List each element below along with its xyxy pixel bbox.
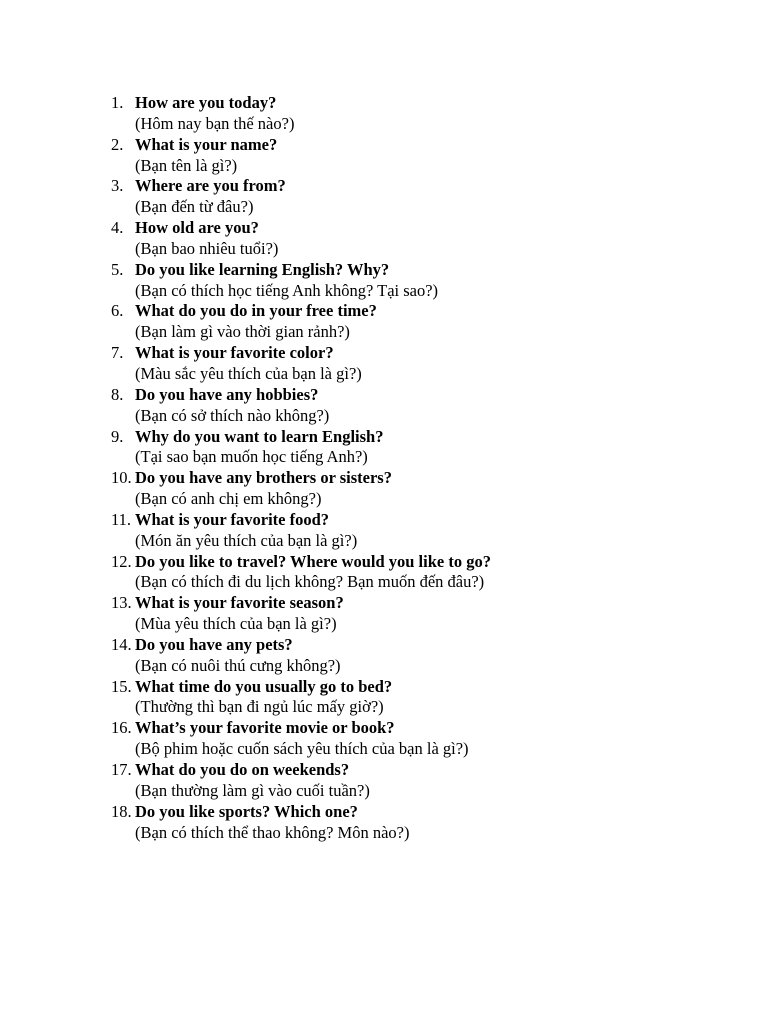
question-text: What is your favorite season? xyxy=(135,593,344,613)
item-number: 10. xyxy=(111,468,132,488)
question-text: What do you do in your free time? xyxy=(135,301,377,321)
list-item xyxy=(111,510,491,552)
item-number: 17. xyxy=(111,760,132,779)
list-item xyxy=(111,218,491,260)
list-item xyxy=(111,343,491,385)
item-number: 4. xyxy=(111,218,124,238)
question-text: How are you today? xyxy=(135,93,277,112)
list-item xyxy=(111,135,491,177)
question-text: What is your favorite color? xyxy=(135,343,334,363)
item-number: 7. xyxy=(111,343,124,363)
question-text: What’s your favorite movie or book? xyxy=(135,718,395,738)
question-text: How old are you? xyxy=(135,218,259,238)
item-number: 6. xyxy=(111,301,124,321)
translation-text: (Hôm nay bạn thế nào?) xyxy=(135,113,295,133)
translation-text: (Bạn có sở thích nào không?) xyxy=(135,405,330,425)
item-number: 8. xyxy=(111,384,124,404)
question-text: Do you have any brothers or sisters? xyxy=(135,468,392,488)
question-text: Why do you want to learn English? xyxy=(135,426,384,446)
translation-text: (Thường thì bạn đi ngủ lúc mấy giờ?) xyxy=(135,697,384,717)
question-text: What is your favorite food? xyxy=(135,509,330,529)
translation-text: (Bạn làm gì vào thời gian rảnh?) xyxy=(135,322,350,342)
question-list xyxy=(111,93,491,843)
question-text: What is your name? xyxy=(135,134,278,154)
list-item xyxy=(111,93,491,135)
list-item xyxy=(111,677,491,719)
translation-text: (Bạn có thích đi du lịch không? Bạn muốn đến đâu?) xyxy=(135,572,485,592)
translation-text: (Màu sắc yêu thích của bạn là gì?) xyxy=(135,363,362,383)
list-item xyxy=(111,635,491,677)
translation-text: (Bạn có thích thể thao không? Môn nào?) xyxy=(135,822,410,842)
item-number: 15. xyxy=(111,676,132,696)
item-number: 1. xyxy=(111,93,124,112)
list-item xyxy=(111,593,491,635)
item-number: 3. xyxy=(111,176,124,196)
translation-text: (Bạn có nuôi thú cưng không?) xyxy=(135,655,341,675)
translation-text: (Bạn đến từ đâu?) xyxy=(135,197,254,217)
question-text: Where are you from? xyxy=(135,176,286,196)
question-text: Do you like to travel? Where would you like to go? xyxy=(135,551,491,571)
translation-text: (Món ăn yêu thích của bạn là gì?) xyxy=(135,530,358,550)
item-number: 14. xyxy=(111,634,132,654)
translation-text: (Bộ phim hoặc cuốn sách yêu thích của bạn là gì?) xyxy=(135,739,469,759)
list-item xyxy=(111,260,491,302)
list-item xyxy=(111,802,491,844)
item-number: 13. xyxy=(111,593,132,613)
question-text: What time do you usually go to bed? xyxy=(135,676,393,696)
item-number: 18. xyxy=(111,801,132,821)
list-item xyxy=(111,760,491,802)
item-number: 9. xyxy=(111,426,124,446)
item-number: 11. xyxy=(111,509,132,529)
translation-text: (Bạn thường làm gì vào cuối tuần?) xyxy=(135,780,370,800)
translation-text: (Bạn bao nhiêu tuổi?) xyxy=(135,238,279,258)
item-number: 12. xyxy=(111,551,132,571)
translation-text: (Bạn có anh chị em không?) xyxy=(135,489,322,509)
question-text: Do you like sports? Which one? xyxy=(135,801,358,821)
translation-text: (Bạn tên là gì?) xyxy=(135,155,238,175)
item-number: 5. xyxy=(111,259,124,279)
question-text: Do you like learning English? Why? xyxy=(135,259,390,279)
question-text: What do you do on weekends? xyxy=(135,760,350,779)
list-item xyxy=(111,301,491,343)
question-text: Do you have any pets? xyxy=(135,634,293,654)
translation-text: (Tại sao bạn muốn học tiếng Anh?) xyxy=(135,447,368,467)
item-number: 16. xyxy=(111,718,132,738)
translation-text: (Mùa yêu thích của bạn là gì?) xyxy=(135,614,337,634)
translation-text: (Bạn có thích học tiếng Anh không? Tại sao?) xyxy=(135,280,439,300)
list-item xyxy=(111,176,491,218)
question-text: Do you have any hobbies? xyxy=(135,384,319,404)
list-item xyxy=(111,468,491,510)
list-item xyxy=(111,718,491,760)
item-number: 2. xyxy=(111,134,124,154)
list-item xyxy=(111,552,491,594)
list-item xyxy=(111,427,491,469)
list-item xyxy=(111,385,491,427)
